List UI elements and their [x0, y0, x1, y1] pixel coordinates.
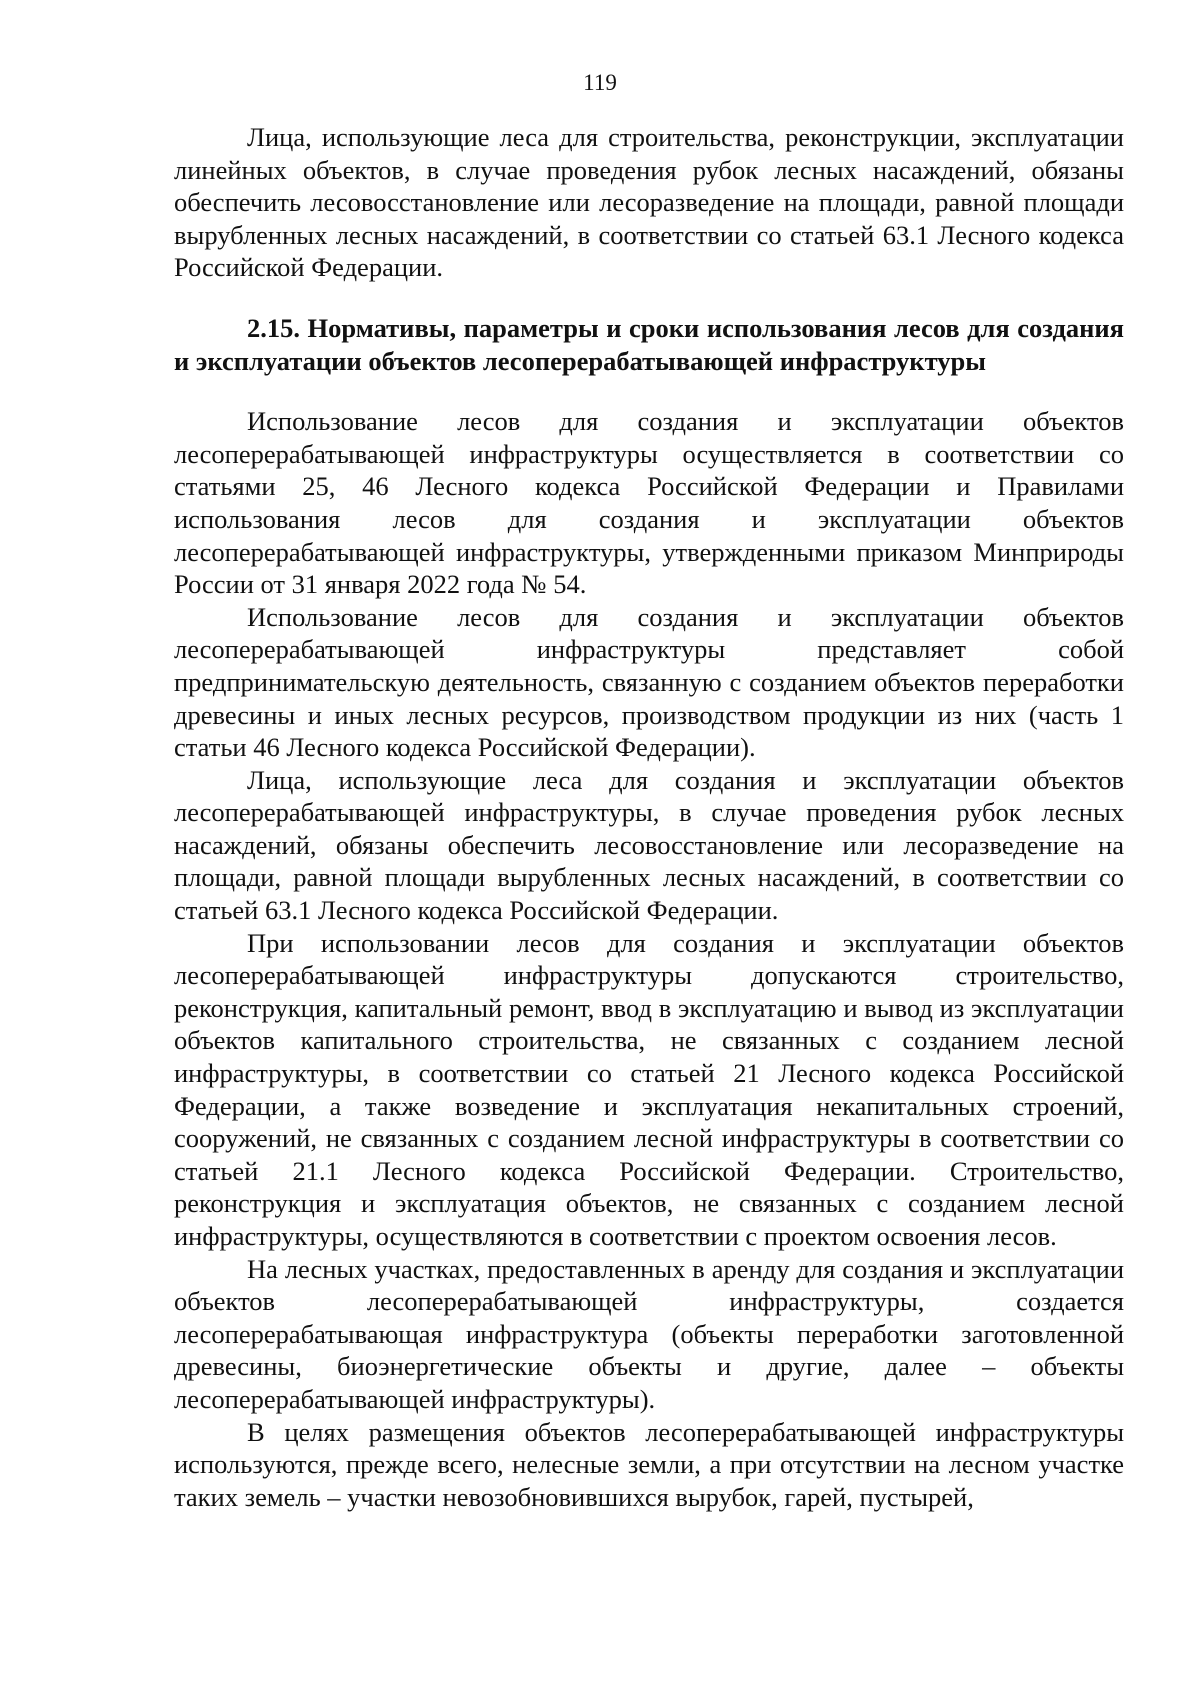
page-body: [174, 121, 1124, 1513]
paragraph-land-placement: В целях размещения объектов лесоперерабатывающей инфраструктуры используются, прежде всего, нелесные земли, а при отсутствии на лесном участке таких земель – участки невозобновившихся вырубок, гарей, пустырей,: [174, 1416, 1124, 1512]
section-body: [174, 405, 1124, 1513]
paragraph-leased-plots: На лесных участках, предоставленных в аренду для создания и эксплуатации объектов лесоперерабатывающей инфраструктуры, создается лесоперерабатывающая инфраструктура (объекты переработки заготовленной древесины, биоэнергетические объекты и другие, далее – объекты лесоперерабатывающей инфраструктуры).: [174, 1253, 1124, 1414]
paragraph-linear-objects: Лица, использующие леса для строительства, реконструкции, эксплуатации линейных объектов, в случае проведения рубок лесных насаждений, обязаны обеспечить лесовосстановление или лесоразведение на площади, равной площади вырубленных лесных насаждений, в соответствии со статьей 63.1 Лесного кодекса Российской Федерации.: [174, 122, 1124, 283]
paragraph-usage-basis: Использование лесов для создания и эксплуатации объектов лесоперерабатывающей инфраструктуры осуществляется в соответствии со статьями 25, 46 Лесного кодекса Российской Федерации и Правилами использования лесов для создания и эксплуатации объектов лесоперерабатывающей инфраструктуры, утвержденными приказом Минприроды России от 31 января 2022 года № 54.: [174, 406, 1124, 600]
section-heading-2-15: 2.15. Нормативы, параметры и сроки использования лесов для создания и эксплуатации объектов лесоперерабатывающей инфраструктуры: [174, 312, 1124, 376]
page-number: 119: [583, 70, 617, 95]
paragraph-construction-allowed: При использовании лесов для создания и эксплуатации объектов лесоперерабатывающей инфраструктуры допускаются строительство, реконструкция, капитальный ремонт, ввод в эксплуатацию и вывод из эксплуатации объектов капитального строительства, не связанных с созданием лесной инфраструктуры, в соответствии со статьей 21 Лесного кодекса Российской Федерации, а также возведение и эксплуатация некапитальных строений, сооружений, не связанных с созданием лесной инфраструктуры в соответствии со статьей 21.1 Лесного кодекса Российской Федерации. Строительство, реконструкция и эксплуатация объектов, не связанных с созданием лесной инфраструктуры, осуществляются в соответствии с проектом освоения лесов.: [174, 927, 1124, 1251]
paragraph-business-activity: Использование лесов для создания и эксплуатации объектов лесоперерабатывающей инфраструктуры представляет собой предпринимательскую деятельность, связанную с созданием объектов переработки древесины и иных лесных ресурсов, производством продукции из них (часть 1 статьи 46 Лесного кодекса Российской Федерации).: [174, 601, 1124, 763]
paragraph-reforestation-duty: Лица, использующие леса для создания и эксплуатации объектов лесоперерабатывающей инфраструктуры, в случае проведения рубок лесных насаждений, обязаны обеспечить лесовосстановление или лесоразведение на площади, равной площади вырубленных лесных насаждений, в соответствии со статьей 63.1 Лесного кодекса Российской Федерации.: [174, 764, 1124, 926]
